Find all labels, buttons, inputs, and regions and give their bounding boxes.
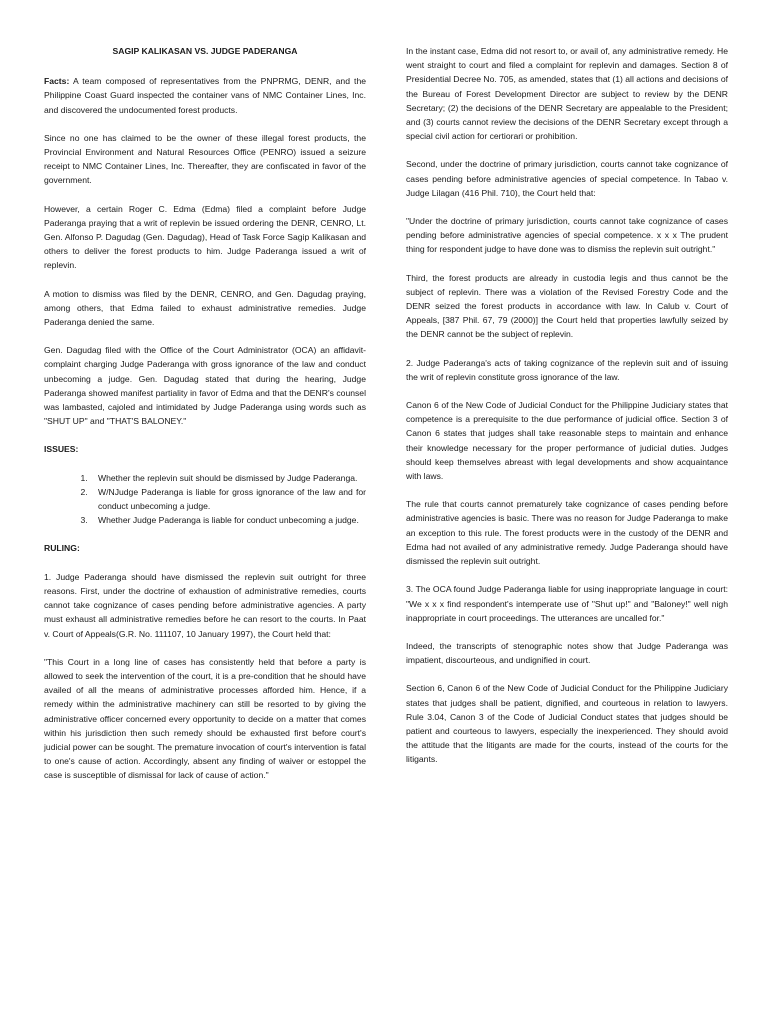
- ruling-paragraph-custodia-legis: Third, the forest products are already in custodia legis and thus cannot be the subject of replevin. There was a violation of the Revised Forestry Code and the DENR seized the forest products in accordance with law. In Calub v. Court of Appeals, [387 Phil. 67, 79 (2000)] the Court held that properties lawfully seized by the DENR cannot be the subject of replevin.: [406, 272, 728, 340]
- facts-paragraph-1: [44, 74, 366, 117]
- ruling-paragraph-1: 1. Judge Paderanga should have dismissed the replevin suit outright for three reasons. First, under the doctrine of exhaustion of administrative remedies, courts cannot take cognizance of cases pending before administrative agencies. A party must exhaust all administrative remedies before he can resort to the courts. In Paat v. Court of Appeals(G.R. No. 111107, 10 January 1997), the Court held that:: [44, 571, 366, 639]
- ruling-paragraph-3: 3. The OCA found Judge Paderanga liable for using inappropriate language in court: "We x x x find respondent's intemperate use of "Shut up!" and "Baloney!" well nigh inappropriate in court proceedings. The utterances are uncalled for.": [406, 584, 728, 623]
- issues-heading: ISSUES:: [44, 444, 79, 455]
- ruling-paragraph-primary-jurisdiction: Second, under the doctrine of primary jurisdiction, courts cannot take cognizance of cases pending before administrative agencies of special competence. In Tabao v. Judge Lilagan (416 Phil. 710), the Court held that:: [406, 159, 728, 198]
- right-column: [406, 44, 728, 781]
- ruling-heading: RULING:: [44, 543, 80, 554]
- issue-item: 3. Whether Judge Paderanga is liable for conduct unbecoming a judge.: [90, 513, 366, 527]
- ruling-paragraph-basic-rule: The rule that courts cannot prematurely take cognizance of cases pending before administrative agencies is basic. There was no reason for Judge Paderanga to make an exception to this rule. The forest products were in the custody of the DENR and Edma had not availed of any administrative remedy. Judge Paderanga should have dismissed the replevin suit outright.: [406, 499, 728, 567]
- ruling-quote-tabao: "Under the doctrine of primary jurisdiction, courts cannot take cognizance of cases pending before administrative agencies of special competence. x x x The prudent thing for respondent judge to have done was to dismiss the replevin suit outright.": [406, 216, 728, 255]
- issue-item: 1. Whether the replevin suit should be dismissed by Judge Paderanga.: [90, 471, 366, 485]
- case-title: SAGIP KALIKASAN VS. JUDGE PADERANGA: [112, 46, 298, 56]
- ruling-paragraph-section-6: Section 6, Canon 6 of the New Code of Judicial Conduct for the Philippine Judiciary states that judges shall be patient, dignified, and courteous in relation to lawyers. Rule 3.04, Canon 3 of the Code of Judicial Conduct states that judges should be patient and courteous to lawyers, especially the inexperienced. They should avoid the attitude that the litigants are made for the courts, instead of the courts for the litigants.: [406, 683, 728, 765]
- facts-paragraph-3: However, a certain Roger C. Edma (Edma) filed a complaint before Judge Paderanga praying that a writ of replevin be issued ordering the DENR, CENRO, Lt. Gen. Alfonso P. Dagudag (Gen. Dagudag), Head of Task Force Sagip Kalikasan and others to deliver the forest products to him. Judge Paderanga issued a writ of replevin.: [44, 203, 366, 271]
- facts-paragraph-2: Since no one has claimed to be the owner of these illegal forest products, the Provincial Environment and Natural Resources Office (PENRO) issued a seizure receipt to NMC Container Lines, Inc. Thereafter, they are confiscated in favor of the government.: [44, 132, 366, 186]
- ruling-paragraph-instant-case: In the instant case, Edma did not resort to, or avail of, any administrative remedy. He went straight to court and filed a complaint for replevin and damages. Section 8 of Presidential Decree No. 705, as amended, states that (1) all actions and decisions of the Bureau of Forest Development Director are subject to review by the DENR Secretary; (2) the decisions of the DENR Secretary are appealable to the President; and (3) courts cannot review the decisions of the DENR Secretary except through a special civil action for certiorari or prohibition.: [406, 46, 728, 142]
- left-column: [44, 44, 366, 797]
- ruling-paragraph-2: 2. Judge Paderanga's acts of taking cognizance of the replevin suit and of issuing the writ of replevin constitute gross ignorance of the law.: [406, 357, 728, 382]
- facts-label: Facts:: [44, 76, 70, 87]
- facts-paragraph-5: Gen. Dagudag filed with the Office of the Court Administrator (OCA) an affidavit-complaint charging Judge Paderanga with gross ignorance of the law and conduct unbecoming a judge. Gen. Dagudag stated that during the hearing, Judge Paderanga showed manifest partiality in favor of Edma and that the DENR's counsel was lambasted, cajoled and intimidated by Judge Paderanga using words such as "SHUT UP" and "THAT'S BALONEY.": [44, 345, 366, 427]
- ruling-quote-paat: "This Court in a long line of cases has consistently held that before a party is allowed to seek the intervention of the court, it is a pre-condition that he should have availed of all the means of administrative processes afforded him. Hence, if a remedy within the administrative machinery can still be resorted to by giving the administrative officer concerned every opportunity to decide on a matter that comes within his jurisdiction then such remedy should be exhausted first before court's judicial power can be sought. The premature invocation of court's intervention is fatal to one's cause of action. Accordingly, absent any finding of waiver or estoppel the case is susceptible of dismissal for lack of cause of action.": [44, 656, 366, 781]
- issue-item: 2. W/NJudge Paderanga is liable for gross ignorance of the law and for conduct unbecoming a judge.: [90, 485, 366, 513]
- ruling-paragraph-transcripts: Indeed, the transcripts of stenographic notes show that Judge Paderanga was impatient, discourteous, and undignified in court.: [406, 640, 728, 666]
- ruling-paragraph-canon-6: Canon 6 of the New Code of Judicial Conduct for the Philippine Judiciary states that competence is a prerequisite to the due performance of judicial office. Section 3 of Canon 6 states that judges shall take reasonable steps to maintain and enhance their knowledge necessary for the proper performance of judicial duties. Judges should keep themselves abreast with legal developments and show acquaintance with laws.: [406, 400, 728, 482]
- facts-text-1: A team composed of representatives from the PNPRMG, DENR, and the Philippine Coast Guard inspected the container vans of NMC Container Lines, Inc. and discovered the undocumented forest products.: [44, 76, 366, 115]
- issues-list: [44, 471, 366, 528]
- facts-paragraph-4: A motion to dismiss was filed by the DENR, CENRO, and Gen. Dagudag praying, among others, that Edma failed to exhaust administrative remedies. Judge Paderanga denied the same.: [44, 288, 366, 328]
